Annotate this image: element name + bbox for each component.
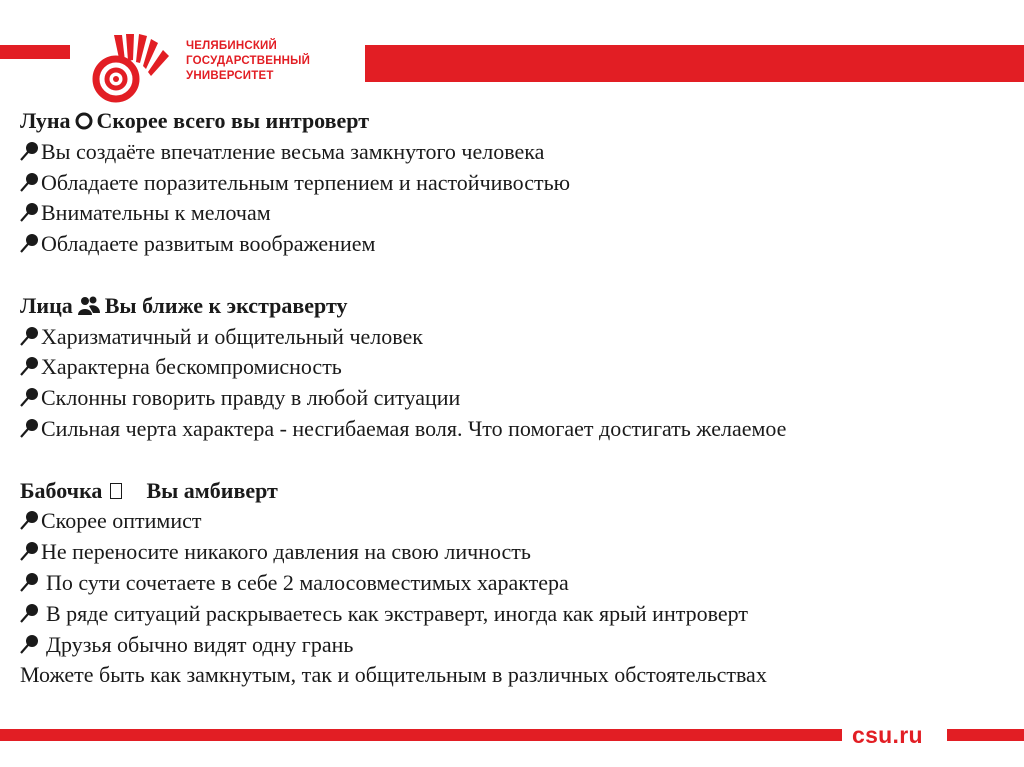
pin-icon <box>20 356 40 376</box>
header-bar-left <box>0 45 70 59</box>
list-item <box>20 352 1010 383</box>
pin-icon <box>20 510 40 530</box>
list-item <box>20 537 1010 568</box>
pin-icon <box>20 202 40 222</box>
section-heading-butterfly <box>20 476 1010 507</box>
list-item-text: Не переносите никакого давления на свою личность <box>41 539 531 565</box>
footer-bar-left <box>0 729 842 741</box>
header-bar-right <box>365 45 1024 82</box>
list-item <box>20 229 1010 260</box>
section-heading-moon <box>20 106 1010 137</box>
university-name-line-2: ГОСУДАРСТВЕННЫЙ <box>186 55 311 67</box>
spacer <box>20 260 1010 291</box>
pin-icon <box>20 387 40 407</box>
people-icon <box>77 296 101 316</box>
university-name-line-3: УНИВЕРСИТЕТ <box>186 70 274 82</box>
list-item <box>20 198 1010 229</box>
pin-icon <box>20 233 40 253</box>
list-item-text: Сильная черта характера - несгибаемая воля. Что помогает достигать желаемое <box>41 415 787 441</box>
list-item-text: Обладаете поразительным терпением и настойчивостью <box>41 169 571 195</box>
list-item-text: Харизматичный и общительный человек <box>41 323 423 349</box>
list-item <box>20 168 1010 199</box>
spacer <box>20 445 1010 476</box>
list-item-text: Внимательны к мелочам <box>41 200 271 226</box>
pin-icon <box>20 541 40 561</box>
university-name-line-1: ЧЕЛЯБИНСКИЙ <box>186 40 277 52</box>
list-item-text: Вы создаёте впечатление весьма замкнутого человека <box>41 138 545 164</box>
pin-icon <box>20 141 40 161</box>
list-item-text: Скорее оптимист <box>41 508 202 534</box>
pin-icon <box>20 418 40 438</box>
list-item-text: Друзья обычно видят одну грань <box>46 631 354 657</box>
slide-content <box>20 106 1010 691</box>
footer-site-link[interactable]: csu.ru <box>852 722 923 748</box>
list-item <box>20 630 1010 661</box>
pin-icon <box>20 634 40 654</box>
list-item-text: Склонны говорить правду в любой ситуации <box>41 385 461 411</box>
pin-icon <box>20 572 40 592</box>
list-item <box>20 137 1010 168</box>
list-item-text: Обладаете развитым воображением <box>41 231 376 257</box>
university-name <box>186 39 310 84</box>
csu-spiral-logo-icon <box>84 33 179 105</box>
moon-icon <box>75 111 93 131</box>
list-item <box>20 568 1010 599</box>
list-item <box>20 506 1010 537</box>
list-item-text: По сути сочетаете в себе 2 малосовместимых характера <box>46 569 569 595</box>
section-title-suffix: Скорее всего вы интроверт <box>96 108 370 133</box>
section-title-prefix: Луна <box>20 108 71 133</box>
list-item <box>20 322 1010 353</box>
pin-icon <box>20 603 40 623</box>
missing-glyph-box-icon <box>110 483 122 499</box>
list-item <box>20 414 1010 445</box>
list-item <box>20 383 1010 414</box>
section-heading-faces <box>20 291 1010 322</box>
closing-text: Можете быть как замкнутым, так и общительным в различных обстоятельствах <box>20 662 767 688</box>
list-item-text: Характерна бескомпромисность <box>41 354 342 380</box>
section-title-suffix: Вы амбиверт <box>146 477 278 503</box>
section-title-suffix: Вы ближе к экстраверту <box>104 292 348 318</box>
pin-icon <box>20 172 40 192</box>
footer-bar-right <box>947 729 1024 741</box>
section-title-prefix: Бабочка <box>20 477 103 503</box>
list-item <box>20 599 1010 630</box>
pin-icon <box>20 326 40 346</box>
section-title-prefix: Лица <box>20 292 73 318</box>
list-item-text: В ряде ситуаций раскрываетесь как экстраверт, иногда как ярый интроверт <box>46 600 748 626</box>
